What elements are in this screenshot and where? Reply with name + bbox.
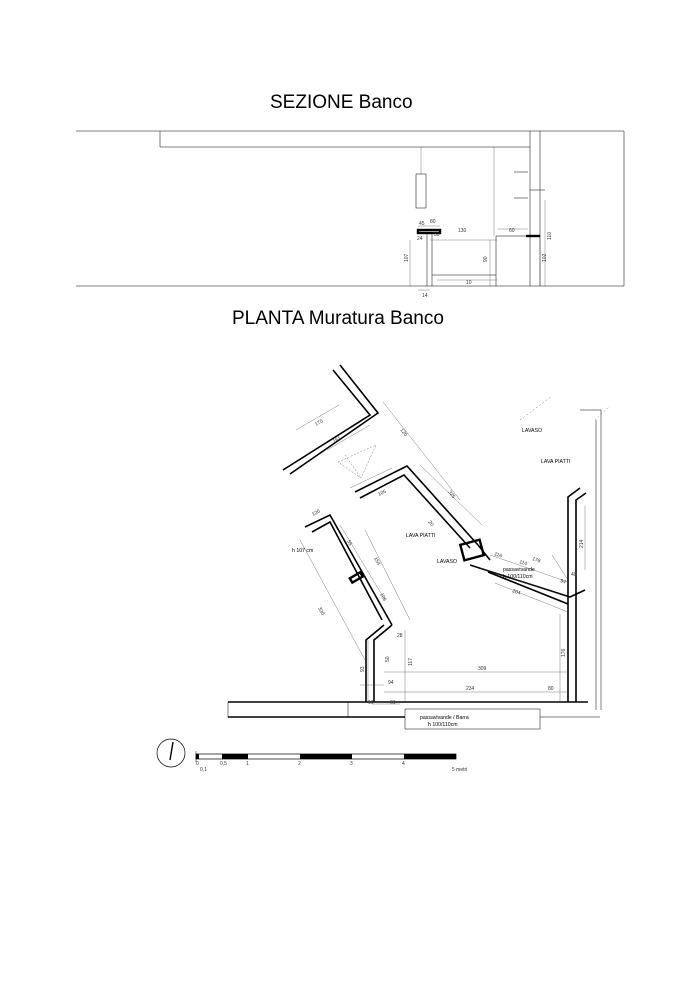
plan-label-passavivande-2: passavivande / Barra [420, 715, 469, 721]
plan-dim-94-right: 94 [559, 578, 567, 586]
scale-tick-5-metri: 5 metri [452, 767, 468, 773]
plan-dim-176: 176 [561, 648, 567, 657]
scale-tick-0-1: 0,1 [200, 767, 207, 773]
section-dim-80: 80 [430, 219, 436, 225]
section-dim-14: 14 [422, 293, 428, 299]
section-dim-90: 90 [483, 256, 489, 262]
plan-dim-10: 10 [368, 700, 374, 706]
section-dim-24: 24 [417, 236, 423, 242]
plan-dim-120-top: 120 [398, 427, 409, 438]
plan-title: PLANTA Muratura Banco [232, 308, 444, 329]
section-drawing [76, 131, 624, 299]
plan-dim-114: 114 [518, 559, 528, 568]
plan-dim-105-top: 105 [377, 488, 388, 498]
plan-dim-117: 117 [408, 658, 414, 666]
plan-label-passavivande-1: passavivande [503, 567, 535, 573]
plan-dim-204: 204 [511, 588, 522, 597]
section-dim-45: 45 [419, 221, 425, 227]
plan-dim-214: 214 [579, 539, 585, 548]
scale-tick-0: 0 [196, 761, 199, 767]
plan-dim-161: 161 [332, 435, 343, 445]
plan-label-lava-piatti-1: LAVA PIATTI [541, 459, 571, 465]
plan-dim-154: 154 [372, 556, 382, 567]
plan-dim-120-left: 120 [311, 508, 322, 518]
section-dim-130: 130 [458, 228, 467, 234]
plan-dim-170: 170 [314, 418, 325, 428]
plan-label-lavaso-1: LAVASO [522, 428, 542, 434]
section-dim-107: 107 [404, 253, 410, 262]
plan-label-lava-piatti-2: LAVA PIATTI [406, 533, 436, 539]
section-title: SEZIONE Banco [270, 92, 413, 113]
plan-dim-234: 234 [466, 686, 475, 692]
plan-dim-55: 55 [345, 539, 354, 547]
plan-dim-325: 325 [446, 489, 457, 500]
plan-label-h107: h 107 cm [292, 548, 314, 554]
plan-label-passavivande-1-height: h 100/110cm [503, 574, 533, 580]
section-dim-102: 102 [542, 253, 548, 262]
plan-dimension-lines [296, 402, 585, 704]
plan-drawing [228, 365, 610, 729]
plan-dim-116: 116 [493, 551, 503, 560]
plan-dim-80: 80 [548, 686, 554, 692]
plan-dim-178: 178 [531, 556, 542, 565]
scale-tick-4: 4 [402, 761, 405, 767]
plan-label-passavivande-2-height: h 100/110cm [428, 722, 458, 728]
scale-tick-1: 1 [246, 761, 249, 767]
plan-dim-94-bottom: 94 [388, 680, 394, 686]
scale-tick-2: 2 [298, 761, 301, 767]
section-dim-110: 110 [547, 232, 553, 240]
plan-dim-105-left: 105 [378, 592, 388, 603]
plan-dim-20: 20 [426, 519, 435, 528]
scale-tick-0-5: 0,5 [220, 761, 227, 767]
plan-dim-61: 61 [390, 700, 396, 706]
plan-dim-309: 309 [478, 666, 487, 672]
section-dim-60: 60 [509, 228, 515, 234]
section-dim-10: 10 [466, 280, 472, 286]
north-arrow-icon [157, 739, 185, 767]
scale-bar [196, 751, 467, 773]
plan-dim-50: 50 [385, 656, 391, 662]
plan-label-lavaso-2: LAVASO [437, 559, 457, 565]
scale-tick-3: 3 [350, 761, 353, 767]
section-dim-30: 30 [434, 232, 440, 238]
plan-dim-40: 40 [571, 572, 577, 578]
plan-dim-28: 28 [397, 633, 403, 639]
plan-dim-93: 93 [360, 666, 366, 672]
plan-dim-320: 320 [316, 606, 326, 617]
